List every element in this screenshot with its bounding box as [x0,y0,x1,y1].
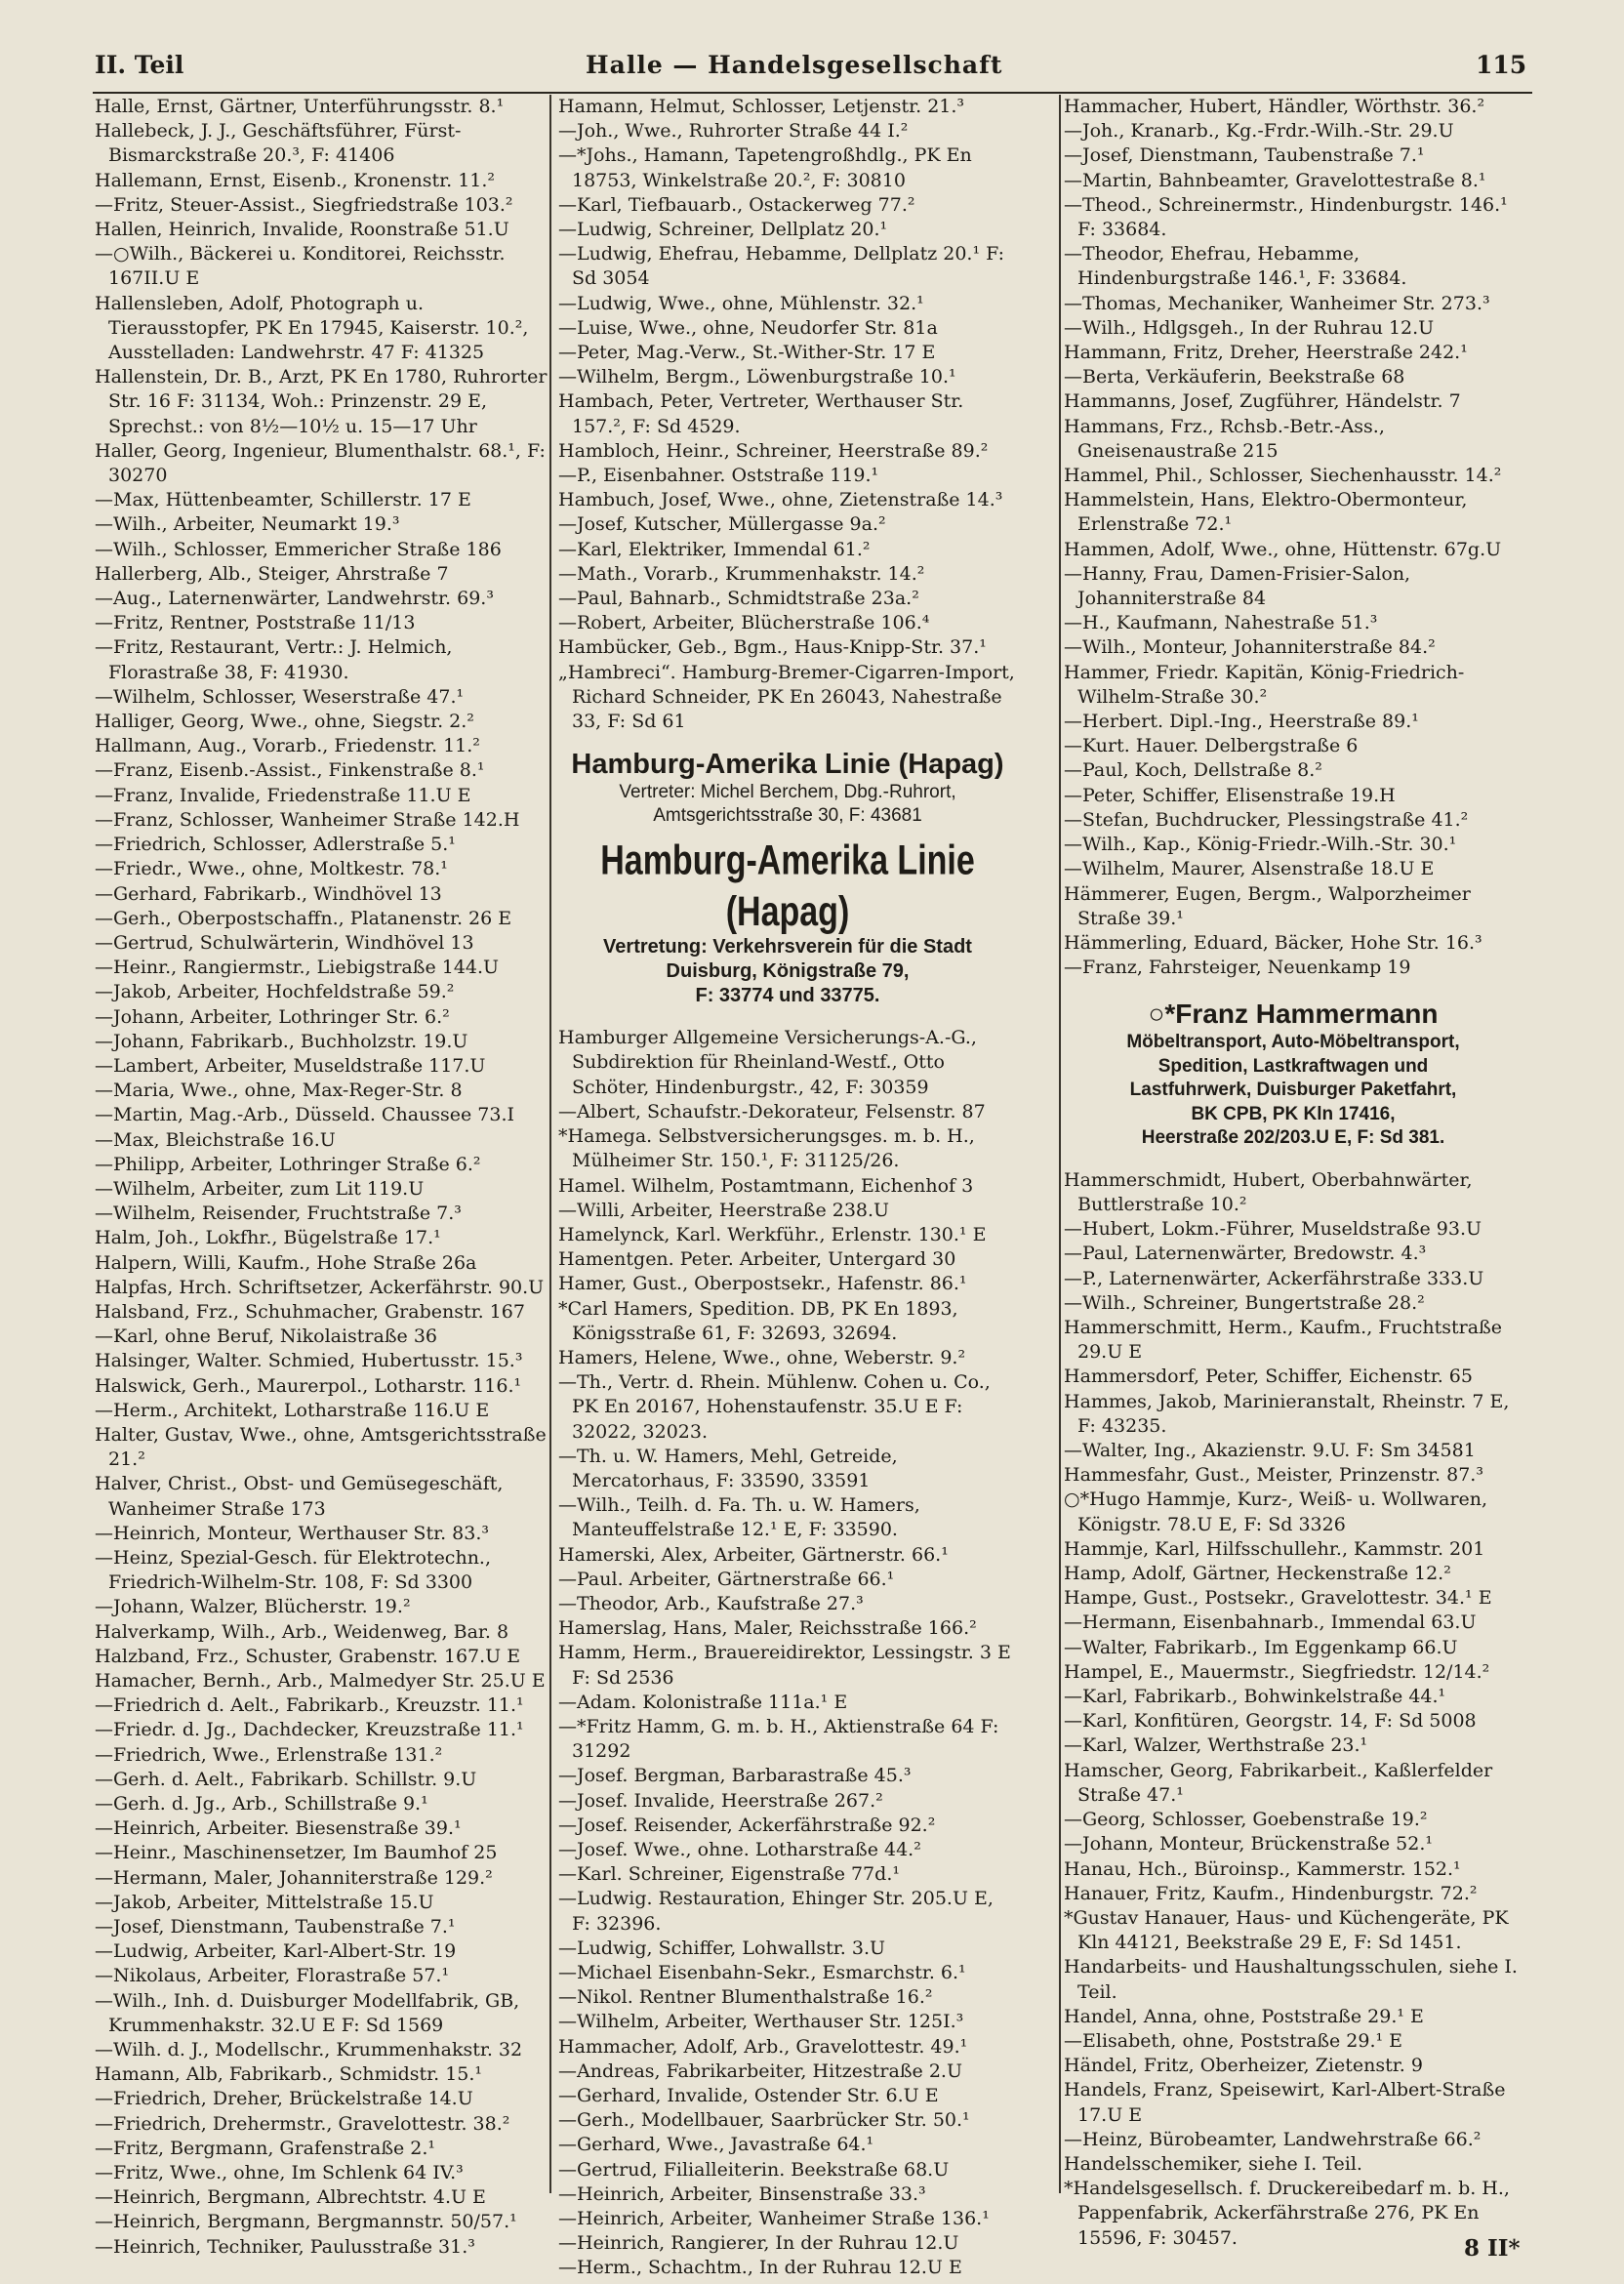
column-1 [95,95,553,2258]
directory-entry: Hambücker, Geb., Bgm., Haus-Knipp-Str. 37.¹ [558,636,987,659]
directory-entry: —Wilh., Kap., König-Friedr.-Wilh.-Str. 30.¹ [1064,834,1457,856]
directory-entry: —Berta, Verkäuferin, Beekstraße 68 [1064,366,1405,388]
directory-entry: Hamacher, Bernh., Arb., Malmedyer Str. 25.U E [95,1670,546,1692]
directory-entry: Hamp, Adolf, Gärtner, Heckenstraße 12.² [1064,1563,1451,1585]
advert-line: Duisburg, Königstraße 79, [666,960,910,983]
directory-entry: —Friedrich, Drehermstr., Gravelottestr. 38.² [95,2112,510,2135]
directory-entry: Halsinger, Walter. Schmied, Hubertusstr. 15.³ [95,1350,523,1372]
directory-entry: —Herm., Architekt, Lotharstraße 116.U E [95,1399,490,1421]
directory-entry: —Heinz, Bürobeamter, Landwehrstraße 66.² [1064,2128,1482,2150]
directory-entry: —Th., Vertr. d. Rhein. Mühlenw. Cohen u. Co., PK En 20167, Hohenstaufenstr. 35.U E F: 32022, 32023. [558,1371,991,1443]
directory-entry: Hammerschmitt, Herm., Kaufm., Fruchtstraße 29.U E [1064,1317,1503,1364]
directory-entry: Hambloch, Heinr., Schreiner, Heerstraße 89.² [558,439,989,462]
directory-entry: —Gerhard, Invalide, Ostender Str. 6.U E [558,2085,939,2107]
directory-entry: —Wilhelm, Maurer, Alsenstraße 18.U E [1064,858,1435,880]
directory-entry: —Elisabeth, ohne, Poststraße 29.¹ E [1064,2029,1403,2052]
directory-entry: —Karl, Walzer, Werthstraße 23.¹ [1064,1734,1368,1757]
directory-entry: Hammesfahr, Gust., Meister, Prinzenstr. 87.³ [1064,1464,1483,1487]
directory-entry: —Maria, Wwe., ohne, Max-Reger-Str. 8 [95,1080,463,1102]
directory-entry: Hampe, Gust., Postsekr., Gravelottestr. 34.¹ E [1064,1587,1492,1610]
directory-entry: Hambuch, Josef, Wwe., ohne, Zietenstraße 14.³ [558,489,1003,511]
directory-entry: Haller, Georg, Ingenieur, Blumenthalstr. 68.¹, F: 30270 [95,439,546,487]
directory-entry: —Gertrud, Filialleiterin. Beekstraße 68.U [558,2158,950,2181]
directory-entry: Hallerberg, Alb., Steiger, Ahrstraße 7 [95,562,449,585]
directory-entry: „Hambreci“. Hamburg-Bremer-Cigarren-Import, Richard Schneider, PK En 26043, Nahestraße 33, F: Sd 61 [558,661,1015,733]
directory-entry: Hamerslag, Hans, Maler, Reichsstraße 166.² [558,1617,977,1640]
directory-entry: —Stefan, Buchdrucker, Plessingstraße 41.² [1064,808,1469,831]
entry-list [1064,1168,1522,2251]
directory-entry: —*Johs., Hamann, Tapetengroßhdlg., PK En 18753, Winkelstraße 20.², F: 30810 [558,144,972,191]
directory-entry: —Heinr., Maschinensetzer, Im Baumhof 25 [95,1842,498,1864]
directory-entry: Hammersdorf, Peter, Schiffer, Eichenstr. 65 [1064,1366,1473,1388]
directory-entry: —Fritz, Steuer-Assist., Siegfriedstraße 103.² [95,193,513,216]
directory-entry: —Wilhelm, Schlosser, Weserstraße 47.¹ [95,685,465,708]
directory-entry: —Johann, Arbeiter, Lothringer Str. 6.² [95,1005,450,1028]
directory-entry: —Theod., Schreinermstr., Hindenburgstr. 146.¹ F: 33684. [1064,193,1508,241]
directory-entry: —Franz, Eisenb.-Assist., Finkenstraße 8.¹ [95,759,485,782]
directory-entry: —Lambert, Arbeiter, Museldstraße 117.U [95,1054,486,1077]
directory-entry: Hallensleben, Adolf, Photograph u. Tierausstopfer, PK En 17945, Kaiserstr. 10.², Ausstelladen: Landwehrstr. 47 F: 41325 [95,292,529,364]
directory-entry: —Max, Hüttenbeamter, Schillerstr. 17 E [95,489,471,511]
directory-entry: —Math., Vorarb., Krummenhakstr. 14.² [558,562,925,585]
directory-entry: Hamelynck, Karl. Werkführ., Erlenstr. 130.¹ E [558,1223,987,1245]
directory-entry: —Heinrich, Rangierer, In der Ruhrau 12.U [558,2232,959,2255]
entry-list [95,95,553,2260]
directory-entry: Hamer, Gust., Oberpostsekr., Hafenstr. 86.¹ [558,1273,967,1295]
directory-entry: —Aug., Laternenwärter, Landwehrstr. 69.³ [95,588,494,610]
directory-entry: Hammje, Karl, Hilfsschullehr., Kammstr. 201 [1064,1537,1485,1560]
directory-entry: —Josef. Bergman, Barbarastraße 45.³ [558,1765,912,1787]
directory-entry: —Josef, Dienstmann, Taubenstraße 7.¹ [95,1916,456,1938]
directory-entry: Hallmann, Aug., Vorarb., Friedenstr. 11.² [95,735,480,757]
directory-entry: Hallen, Heinrich, Invalide, Roonstraße 51.U [95,219,509,241]
directory-entry: —Luise, Wwe., ohne, Neudorfer Str. 81a [558,316,938,339]
directory-entry: —Ludwig, Ehefrau, Hebamme, Dellplatz 20.¹ F: Sd 3054 [558,243,1005,290]
directory-entry: —Martin, Bahnbeamter, Gravelottestraße 8.¹ [1064,169,1486,191]
directory-entry: —Gertrud, Schulwärterin, Windhövel 13 [95,931,474,954]
page-header [0,51,1624,90]
directory-entry: —Heinz, Spezial-Gesch. für Elektrotechn., Friedrich-Wilhelm-Str. 108, F: Sd 3300 [95,1546,492,1594]
directory-entry: Handel, Anna, ohne, Poststraße 29.¹ E [1064,2005,1424,2027]
advert-line: BK CPB, PK Kln 17416, [1191,1103,1396,1124]
directory-entry: —Joh., Kranarb., Kg.-Frdr.-Wilh.-Str. 29.U [1064,120,1454,143]
directory-entry: —Heinrich, Techniker, Paulusstraße 31.³ [95,2235,475,2258]
advert-line: Spedition, Lastkraftwagen und [1157,1055,1429,1077]
directory-entry: —Ludwig. Restauration, Ehinger Str. 205.U E, F: 32396. [558,1888,994,1935]
directory-entry: —Gerhard, Wwe., Javastraße 64.¹ [558,2134,874,2156]
directory-entry: —*Fritz Hamm, G. m. b. H., Aktienstraße 64 F: 31292 [558,1715,999,1763]
directory-entry: —Wilhelm, Arbeiter, Werthauser Str. 125I.³ [558,2011,964,2033]
header-rule [93,92,1532,94]
directory-entry: —Adam. Kolonistraße 111a.¹ E [558,1691,848,1713]
directory-entry: —Wilh., Inh. d. Duisburger Modellfabrik, GB, Krummenhakstr. 32.U E F: Sd 1569 [95,1989,520,2036]
directory-entry: —Ludwig, Schiffer, Lohwallstr. 3.U [558,1937,886,1959]
directory-entry: —Herm., Schachtm., In der Ruhrau 12.U E [558,2257,962,2279]
directory-entry: Halsband, Frz., Schuhmacher, Grabenstr. 167 [95,1300,525,1323]
directory-entry: —Ludwig, Wwe., ohne, Mühlenstr. 32.¹ [558,292,924,314]
directory-entry: —Karl, Konfitüren, Georgstr. 14, F: Sd 5008 [1064,1710,1477,1733]
advert-hapag-verkehrsverein [558,837,1017,1008]
directory-entry: *Hamega. Selbstversicherungsges. m. b. H., Mülheimer Str. 150.¹, F: 31125/26. [558,1125,975,1172]
directory-entry: —Paul. Arbeiter, Gärtnerstraße 66.¹ [558,1568,895,1590]
directory-entry: —Karl, Tiefbauarb., Ostackerweg 77.² [558,193,915,216]
directory-entry: —Martin, Mag.-Arb., Düsseld. Chaussee 73.I [95,1104,515,1126]
directory-entry: —Heinrich, Arbeiter. Biesenstraße 39.¹ [95,1817,462,1840]
directory-entry: —Andreas, Fabrikarbeiter, Hitzestraße 2.U [558,2060,962,2082]
directory-entry: —Gerh., Modellbauer, Saarbrücker Str. 50.¹ [558,2109,970,2132]
directory-entry: Hamel. Wilhelm, Postamtmann, Eichenhof 3 [558,1174,974,1197]
directory-entry: —Peter, Schiffer, Elisenstraße 19.H [1064,784,1396,806]
column-2 [558,95,1017,2279]
advert-line: Vertreter: Michel Berchem, Dbg.-Ruhrort, [619,782,956,803]
directory-entry: —Walter, Fabrikarb., Im Eggenkamp 66.U [1064,1636,1458,1658]
directory-entry: —Josef, Dienstmann, Taubenstraße 7.¹ [1064,144,1425,167]
directory-entry: —Wilh., Hdlgsgeh., In der Ruhrau 12.U [1064,316,1435,339]
directory-entry: Hallebeck, J. J., Geschäftsführer, Fürst-Bismarckstraße 20.³, F: 41406 [95,120,462,167]
directory-entry: Hämmerling, Eduard, Bäcker, Hohe Str. 16.³ [1064,931,1482,954]
directory-entry: —Fritz, Restaurant, Vertr.: J. Helmich, Florastraße 38, F: 41930. [95,636,453,683]
directory-entry: Hammans, Frz., Rchsb.-Betr.-Ass., Gneisenaustraße 215 [1064,415,1385,462]
entry-list [558,1026,1017,2280]
directory-entry: Hammes, Jakob, Marinieranstalt, Rheinstr. 7 E, F: 43235. [1064,1390,1510,1437]
entry-list [1064,95,1522,980]
directory-entry: —P., Eisenbahner. Oststraße 119.¹ [558,465,879,487]
directory-entry: Hamm, Herm., Brauereidirektor, Lessingstr. 3 E F: Sd 2536 [558,1642,1011,1689]
directory-entry: —Heinrich, Bergmann, Albrechtstr. 4.U E [95,2186,486,2209]
directory-entry: —Franz, Schlosser, Wanheimer Straße 142.H [95,808,520,831]
directory-entry: Halm, Joh., Lokfhr., Bügelstraße 17.¹ [95,1227,441,1249]
directory-entry: ○*Hugo Hammje, Kurz-, Weiß- u. Wollwaren, Königstr. 78.U E, F: Sd 3326 [1064,1489,1488,1535]
directory-entry: —Heinrich, Arbeiter, Binsenstraße 33.³ [558,2182,926,2205]
directory-entry: —Nikol. Rentner Blumenthalstraße 16.² [558,1986,933,2009]
directory-entry: —P., Laternenwärter, Ackerfährstraße 333.U [1064,1267,1484,1289]
advert-line: Amtsgerichtsstraße 30, F: 43681 [653,805,922,827]
directory-entry: Handelsschemiker, siehe I. Teil. [1064,2152,1362,2175]
directory-entry: —Philipp, Arbeiter, Lothringer Straße 6.² [95,1153,481,1175]
directory-entry: Händel, Fritz, Oberheizer, Zietenstr. 9 [1064,2055,1423,2077]
directory-entry: Halswick, Gerh., Maurerpol., Lotharstr. 116.¹ [95,1374,522,1397]
advert-title: ○*Franz Hammermann [1148,999,1439,1030]
directory-entry: Hanauer, Fritz, Kaufm., Hindenburgstr. 72.² [1064,1882,1478,1904]
directory-entry: Hamers, Helene, Wwe., ohne, Weberstr. 9.² [558,1346,966,1368]
directory-entry: *Handelsgesellsch. f. Druckereibedarf m. b. H., Pappenfabrik, Ackerfährstraße 276, PK En 15596, F: 30457. [1064,2178,1510,2249]
directory-entry: Halver, Christ., Obst- und Gemüsegeschäft, Wanheimer Straße 173 [95,1473,504,1520]
advert-line: Heerstraße 202/203.U E, F: Sd 381. [1141,1127,1445,1149]
directory-entry: —Wilh., Monteur, Johanniterstraße 84.² [1064,636,1436,659]
directory-entry: —Johann, Walzer, Blücherstr. 19.² [95,1596,411,1618]
printer-signature: 8 II* [1464,2235,1521,2262]
running-title: Halle — Handelsgesellschaft [586,51,1003,79]
directory-entry: —Max, Bleichstraße 16.U [95,1128,336,1151]
entry-list [558,95,1017,734]
directory-entry: —Walter, Ing., Akazienstr. 9.U. F: Sm 34581 [1064,1440,1476,1462]
directory-entry: Halzband, Frz., Schuster, Grabenstr. 167.U E [95,1645,521,1667]
directory-entry: —Heinrich, Bergmann, Bergmannstr. 50/57.¹ [95,2211,517,2233]
directory-entry: Handarbeits- und Haushaltungsschulen, siehe I. Teil. [1064,1956,1518,2003]
directory-entry: —Paul, Laternenwärter, Bredowstr. 4.³ [1064,1243,1427,1265]
directory-entry: —Ludwig, Arbeiter, Karl-Albert-Str. 19 [95,1940,457,1963]
directory-entry: —Hermann, Maler, Johanniterstraße 129.² [95,1866,493,1889]
directory-entry: Hampel, E., Mauermstr., Siegfriedstr. 12/14.² [1064,1660,1490,1683]
directory-entry: —Heinrich, Arbeiter, Wanheimer Straße 136.¹ [558,2208,990,2230]
advert-hammermann [1064,998,1522,1151]
directory-entry: —Friedrich d. Aelt., Fabrikarb., Kreuzstr. 11.¹ [95,1694,524,1717]
directory-entry: —Wilhelm, Bergm., Löwenburgstraße 10.¹ [558,366,956,388]
advert-hapag-berchem [558,748,1017,828]
directory-entry: Hamerski, Alex, Arbeiter, Gärtnerstr. 66.¹ [558,1543,949,1566]
directory-entry: —Fritz, Bergmann, Grafenstraße 2.¹ [95,2137,436,2159]
advert-title: Hamburg-Amerika Linie (Hapag) [571,749,1004,781]
directory-entry: Halle, Ernst, Gärtner, Unterführungsstr. 8.¹ [95,96,505,117]
directory-entry: —Fritz, Wwe., ohne, Im Schlenk 64 IV.³ [95,2162,464,2184]
directory-entry: —Wilhelm, Arbeiter, zum Lit 119.U [95,1177,425,1200]
directory-entry: —Jakob, Arbeiter, Hochfeldstraße 59.² [95,981,455,1003]
directory-entry: —Friedrich, Wwe., Erlenstraße 131.² [95,1743,443,1766]
directory-entry: —Jakob, Arbeiter, Mittelstraße 15.U [95,1891,434,1913]
advert-line: Vertretung: Verkehrsverein für die Stadt [603,936,972,958]
directory-entry: Halpfas, Hrch. Schriftsetzer, Ackerfährstr. 90.U [95,1276,545,1298]
directory-entry: —Th. u. W. Hamers, Mehl, Getreide, Mercatorhaus, F: 33590, 33591 [558,1445,898,1491]
directory-entry: Halverkamp, Wilh., Arb., Weidenweg, Bar. 8 [95,1620,509,1643]
directory-entry: —○Wilh., Bäckerei u. Konditorei, Reichsstr. 167II.U E [95,243,506,290]
directory-entry: —Georg, Schlosser, Goebenstraße 19.² [1064,1809,1428,1831]
directory-entry: Hammann, Fritz, Dreher, Heerstraße 242.¹ [1064,342,1468,364]
directory-entry: —H., Kaufmann, Nahestraße 51.³ [1064,612,1378,634]
directory-entry: Halpern, Willi, Kaufm., Hohe Straße 26a [95,1251,477,1274]
directory-entry: —Willi, Arbeiter, Heerstraße 238.U [558,1199,890,1221]
directory-entry: —Josef. Wwe., ohne. Lotharstraße 44.² [558,1838,921,1860]
advert-line: Möbeltransport, Auto-Möbeltransport, [1126,1032,1460,1053]
directory-entry: —Hermann, Eisenbahnarb., Immendal 63.U [1064,1611,1477,1634]
advert-line: F: 33774 und 33775. [695,985,880,1007]
directory-entry: —Theodor, Arb., Kaufstraße 27.³ [558,1592,864,1614]
directory-entry: —Heinrich, Monteur, Werthauser Str. 83.³ [95,1522,489,1544]
directory-entry: Hammelstein, Hans, Elektro-Obermonteur, Erlenstraße 72.¹ [1064,489,1468,536]
directory-entry: Hamentgen. Peter. Arbeiter, Untergard 30 [558,1248,956,1271]
directory-entry: Hammanns, Josef, Zugführer, Händelstr. 7 [1064,390,1461,413]
directory-entry: —Paul, Bahnarb., Schmidtstraße 23a.² [558,588,919,610]
directory-entry: —Friedrich, Dreher, Brückelstraße 14.U [95,2088,473,2110]
directory-entry: —Friedrich, Schlosser, Adlerstraße 5.¹ [95,834,456,856]
directory-entry: —Fritz, Rentner, Poststraße 11/13 [95,612,416,634]
directory-entry: —Hubert, Lokm.-Führer, Museldstraße 93.U [1064,1218,1482,1241]
directory-entry: Hallenstein, Dr. B., Arzt, PK En 1780, Ruhrorter Str. 16 F: 31134, Woh.: Prinzenstr. 29 E, Sprechst.: von 8½—10½ u. 15—17 Uhr [95,366,548,437]
directory-entry: Hamscher, Georg, Fabrikarbeit., Kaßlerfelder Straße 47.¹ [1064,1759,1493,1806]
directory-entry: —Michael Eisenbahn-Sekr., Esmarchstr. 6.¹ [558,1962,966,1983]
directory-entry: —Hanny, Frau, Damen-Frisier-Salon, Johanniterstraße 84 [1064,562,1411,610]
directory-entry: —Wilh., Arbeiter, Neumarkt 19.³ [95,513,400,536]
directory-entry: —Franz, Invalide, Friedenstraße 11.U E [95,784,471,806]
directory-entry: Hammel, Phil., Schlosser, Siechenhausstr. 14.² [1064,465,1502,487]
directory-entry: —Johann, Monteur, Brückenstraße 52.¹ [1064,1833,1434,1856]
directory-entry: —Gerh. d. Jg., Arb., Schillstraße 9.¹ [95,1793,428,1815]
directory-entry: Hamann, Helmut, Schlosser, Letjenstr. 21.³ [558,96,965,117]
column-divider [1059,95,1061,2193]
directory-entry: Hammacher, Hubert, Händler, Wörthstr. 36.² [1064,96,1485,117]
directory-entry: Hamburger Allgemeine Versicherungs-A.-G., Subdirektion für Rheinland-Westf., Otto Schöter, Hindenburgstr., 42, F: 30359 [558,1027,977,1098]
directory-entry: —Heinr., Rangiermstr., Liebigstraße 144.U [95,957,500,979]
directory-entry: Halliger, Georg, Wwe., ohne, Siegstr. 2.² [95,711,474,733]
directory-entry: —Friedr., Wwe., ohne, Moltkestr. 78.¹ [95,858,448,880]
directory-entry: *Carl Hamers, Spedition. DB, PK En 1893, Königsstraße 61, F: 32693, 32694. [558,1297,958,1344]
directory-entry: —Joh., Wwe., Ruhrorter Straße 44 I.² [558,120,909,143]
part-label: II. Teil [95,51,184,79]
directory-entry: —Karl, Elektriker, Immendal 61.² [558,538,871,560]
directory-entry: —Peter, Mag.-Verw., St.-Wither-Str. 17 E [558,342,936,364]
directory-entry: —Franz, Fahrsteiger, Neuenkamp 19 [1064,957,1411,979]
directory-entry: —Wilh., Schreiner, Bungertstraße 28.² [1064,1291,1425,1314]
directory-entry: —Wilh. d. J., Modellschr., Krummenhakstr. 32 [95,2039,523,2061]
directory-entry: —Karl. Schreiner, Eigenstraße 77d.¹ [558,1863,900,1886]
directory-entry: —Thomas, Mechaniker, Wanheimer Str. 273.³ [1064,292,1490,314]
directory-entry: —Friedr. d. Jg., Dachdecker, Kreuzstraße 11.¹ [95,1719,524,1741]
directory-entry: —Nikolaus, Arbeiter, Florastraße 57.¹ [95,1965,450,1987]
directory-entry: —Wilhelm, Reisender, Fruchtstraße 7.³ [95,1203,462,1225]
directory-entry: —Wilh., Teilh. d. Fa. Th. u. W. Hamers, Manteuffelstraße 12.¹ E, F: 33590. [558,1494,920,1541]
directory-entry: —Karl, ohne Beruf, Nikolaistraße 36 [95,1326,437,1348]
directory-entry: Hallemann, Ernst, Eisenb., Kronenstr. 11.² [95,169,496,191]
directory-entry: —Gerh., Oberpostschaffn., Platanenstr. 26 E [95,907,512,929]
directory-entry: Handels, Franz, Speisewirt, Karl-Albert-Straße 17.U E [1064,2079,1506,2126]
advert-line: Lastfuhrwerk, Duisburger Paketfahrt, [1129,1080,1457,1101]
directory-entry: Halter, Gustav, Wwe., ohne, Amtsgerichtsstraße 21.² [95,1423,547,1471]
directory-entry: —Josef, Kutscher, Müllergasse 9a.² [558,513,886,536]
directory-entry: Hanau, Hch., Büroinsp., Kammerstr. 152.¹ [1064,1857,1461,1880]
directory-entry: Hämmerer, Eugen, Bergm., Walporzheimer Straße 39.¹ [1064,882,1471,929]
directory-entry: —Josef. Reisender, Ackerfährstraße 92.² [558,1814,936,1836]
directory-entry: —Gerh. d. Aelt., Fabrikarb. Schillstr. 9.U [95,1768,477,1790]
directory-entry: Hammerschmidt, Hubert, Oberbahnwärter, Buttlerstraße 10.² [1064,1168,1473,1216]
directory-entry: —Ludwig, Schreiner, Dellplatz 20.¹ [558,219,888,241]
directory-entry: —Karl, Fabrikarb., Bohwinkelstraße 44.¹ [1064,1686,1446,1708]
directory-entry: —Gerhard, Fabrikarb., Windhövel 13 [95,882,442,905]
directory-entry: —Johann, Fabrikarb., Buchholzstr. 19.U [95,1030,468,1052]
directory-entry: Hammacher, Adolf, Arb., Gravelottestr. 49.¹ [558,2035,968,2058]
directory-entry: —Theodor, Ehefrau, Hebamme, Hindenburgstraße 146.¹, F: 33684. [1064,243,1407,290]
directory-entry: *Gustav Hanauer, Haus- und Küchengeräte, PK Kln 44121, Beekstraße 29 E, F: Sd 1451. [1064,1906,1509,1954]
directory-entry: —Robert, Arbeiter, Blücherstraße 106.⁴ [558,612,930,634]
directory-entry: —Kurt. Hauer. Delbergstraße 6 [1064,735,1359,757]
advert-title: Hamburg-Amerika Linie (Hapag) [600,837,975,936]
directory-entry: —Josef. Invalide, Heerstraße 267.² [558,1789,883,1812]
directory-entry: —Albert, Schaufstr.-Dekorateur, Felsenstr. 87 [558,1100,986,1122]
directory-entry: Hambach, Peter, Vertreter, Werthauser Str. 157.², F: Sd 4529. [558,390,964,437]
directory-entry: Hammen, Adolf, Wwe., ohne, Hüttenstr. 67g.U [1064,538,1502,560]
directory-entry: Hammer, Friedr. Kapitän, König-Friedrich-Wilhelm-Straße 30.² [1064,661,1465,708]
directory-entry: —Paul, Koch, Dellstraße 8.² [1064,759,1322,782]
directory-entry: Hamann, Alb, Fabrikarb., Schmidstr. 15.¹ [95,2063,483,2086]
directory-entry: —Herbert. Dipl.-Ing., Heerstraße 89.¹ [1064,711,1419,733]
directory-entry: —Wilh., Schlosser, Emmericher Straße 186 [95,538,502,560]
page-number: 115 [1476,51,1527,79]
